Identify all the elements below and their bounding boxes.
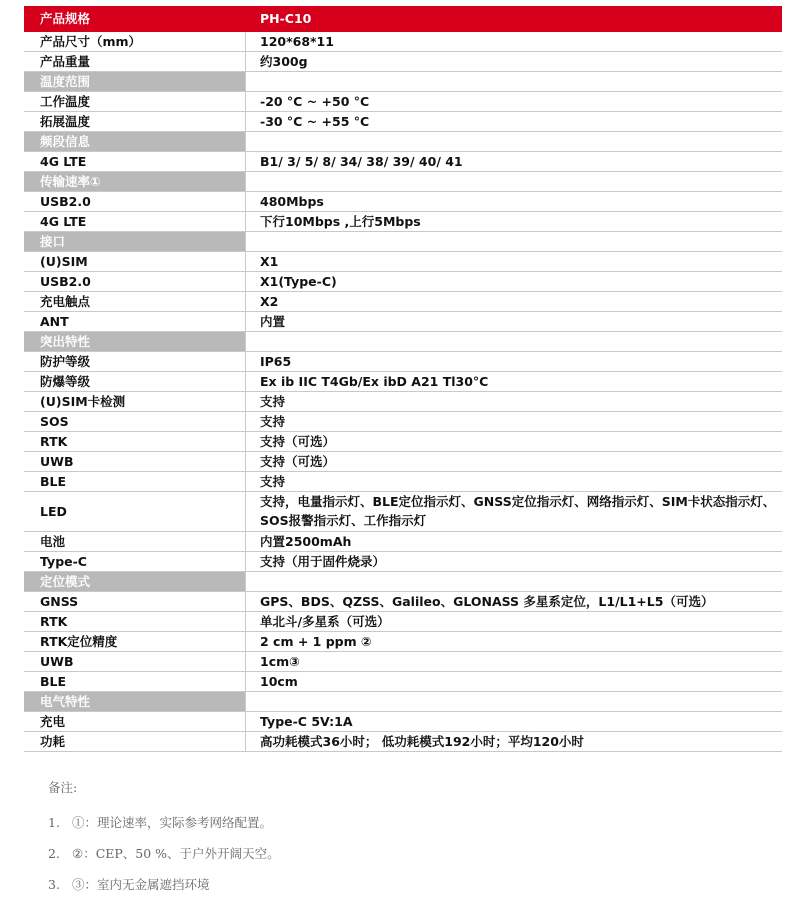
table-row [24, 392, 782, 412]
table-row [24, 292, 782, 312]
spec-value: 480Mbps [260, 194, 324, 209]
spec-label: 4G LTE [24, 212, 246, 231]
table-body [24, 32, 782, 752]
table-row [24, 352, 782, 372]
header-label: 产品规格 [40, 11, 91, 26]
spec-value [246, 72, 782, 91]
note-item [48, 878, 280, 909]
spec-value: 支持，电量指示灯、BLE定位指示灯、GNSS定位指示灯、网络指示灯、SIM卡状态指示灯、SOS报警指示灯、工作指示灯 [260, 494, 776, 528]
spec-value [246, 132, 782, 151]
spec-label: RTK [24, 612, 246, 631]
spec-label: 产品尺寸（mm） [24, 32, 246, 51]
spec-label: ANT [24, 312, 246, 331]
spec-value: 支持（可选） [260, 434, 336, 449]
spec-value: B1/ 3/ 5/ 8/ 34/ 38/ 39/ 40/ 41 [260, 154, 463, 169]
spec-value: 内置2500mAh [260, 534, 352, 549]
spec-label: 充电触点 [24, 292, 246, 311]
table-row [24, 372, 782, 392]
table-row [24, 712, 782, 732]
spec-label: 功耗 [24, 732, 246, 751]
spec-label: 拓展温度 [24, 112, 246, 131]
spec-value: 支持 [260, 474, 286, 489]
table-row [24, 112, 782, 132]
spec-label: (U)SIM [24, 252, 246, 271]
spec-value: 支持（用于固件烧录） [260, 554, 386, 569]
spec-value: -30 °C ~ +55 °C [260, 114, 370, 129]
spec-value: 2 cm + 1 ppm ② [260, 634, 372, 649]
section-label: 定位模式 [24, 572, 246, 591]
table-row [24, 92, 782, 112]
spec-value [246, 572, 782, 591]
spec-label: BLE [24, 672, 246, 691]
section-label: 传输速率① [24, 172, 246, 191]
table-row [24, 192, 782, 212]
spec-value: Ex ib IIC T4Gb/Ex ibD A21 Tl30°C [260, 374, 489, 389]
section-row [24, 232, 782, 252]
notes-list [48, 816, 280, 909]
spec-value: 高功耗模式36小时； 低功耗模式192小时；平均120小时 [260, 734, 584, 749]
section-row [24, 572, 782, 592]
spec-value: X1 [260, 254, 279, 269]
spec-value: X2 [260, 294, 279, 309]
spec-value: 单北斗/多星系（可选） [260, 614, 390, 629]
note-item [48, 847, 280, 878]
spec-value: 下行10Mbps ,上行5Mbps [260, 214, 421, 229]
spec-label: USB2.0 [24, 192, 246, 211]
spec-label: BLE [24, 472, 246, 491]
spec-value: 120*68*11 [260, 34, 334, 49]
spec-value: 支持 [260, 414, 286, 429]
spec-label: 防爆等级 [24, 372, 246, 391]
section-label: 温度范围 [24, 72, 246, 91]
table-row [24, 672, 782, 692]
section-label: 接口 [24, 232, 246, 251]
spec-label: USB2.0 [24, 272, 246, 291]
note-number: 2. [48, 846, 60, 861]
spec-label: 防护等级 [24, 352, 246, 371]
section-row [24, 132, 782, 152]
table-row [24, 532, 782, 552]
table-row [24, 432, 782, 452]
table-row [24, 152, 782, 172]
header-model: PH-C10 [260, 11, 312, 26]
note-text: ①：理论速率，实际参考网络配置。 [72, 815, 273, 830]
notes-title: 备注: [48, 780, 78, 795]
table-row [24, 272, 782, 292]
table-row [24, 412, 782, 432]
section-label: 频段信息 [24, 132, 246, 151]
note-number: 3. [48, 877, 60, 892]
section-row [24, 172, 782, 192]
table-row [24, 452, 782, 472]
table-row [24, 492, 782, 532]
spec-label: (U)SIM卡检测 [24, 392, 246, 411]
spec-label: 工作温度 [24, 92, 246, 111]
spec-value: 约300g [260, 54, 308, 69]
note-text: ③：室内无金属遮挡环境 [72, 877, 210, 892]
spec-value: IP65 [260, 354, 292, 369]
table-row [24, 312, 782, 332]
spec-value: 10cm [260, 674, 298, 689]
table-row [24, 612, 782, 632]
spec-label: 4G LTE [24, 152, 246, 171]
spec-label: 充电 [24, 712, 246, 731]
spec-label: Type-C [24, 552, 246, 571]
table-row [24, 472, 782, 492]
table-row [24, 732, 782, 752]
spec-label: RTK [24, 432, 246, 451]
table-row [24, 592, 782, 612]
note-text: ②：CEP、50 %、于户外开阔天空。 [72, 846, 280, 861]
spec-label: 产品重量 [24, 52, 246, 71]
spec-label: LED [24, 492, 246, 531]
spec-label: UWB [24, 652, 246, 671]
spec-value: Type-C 5V:1A [260, 714, 353, 729]
spec-label: SOS [24, 412, 246, 431]
spec-value: 支持 [260, 394, 286, 409]
section-label: 突出特性 [24, 332, 246, 351]
table-row [24, 552, 782, 572]
spec-value: 内置 [260, 314, 286, 329]
spec-value: 1cm③ [260, 654, 300, 669]
spec-value [246, 232, 782, 251]
table-row [24, 632, 782, 652]
table-row [24, 32, 782, 52]
spec-value [246, 692, 782, 711]
note-item [48, 816, 280, 847]
section-row [24, 72, 782, 92]
spec-label: RTK定位精度 [24, 632, 246, 651]
spec-value: -20 °C ~ +50 °C [260, 94, 370, 109]
table-row [24, 212, 782, 232]
spec-value: 支持（可选） [260, 454, 336, 469]
section-row [24, 332, 782, 352]
spec-value [246, 332, 782, 351]
notes [48, 778, 280, 909]
table-row [24, 652, 782, 672]
table-row [24, 52, 782, 72]
note-number: 1. [48, 815, 60, 830]
table-row [24, 252, 782, 272]
spec-table [24, 6, 782, 752]
section-row [24, 692, 782, 712]
spec-label: 电池 [24, 532, 246, 551]
spec-value: X1(Type-C) [260, 274, 337, 289]
table-header [24, 6, 782, 32]
spec-value: GPS、BDS、QZSS、Galileo、GLONASS 多星系定位，L1/L1+L5（可选） [260, 594, 714, 609]
section-label: 电气特性 [24, 692, 246, 711]
spec-label: UWB [24, 452, 246, 471]
spec-label: GNSS [24, 592, 246, 611]
spec-value [246, 172, 782, 191]
